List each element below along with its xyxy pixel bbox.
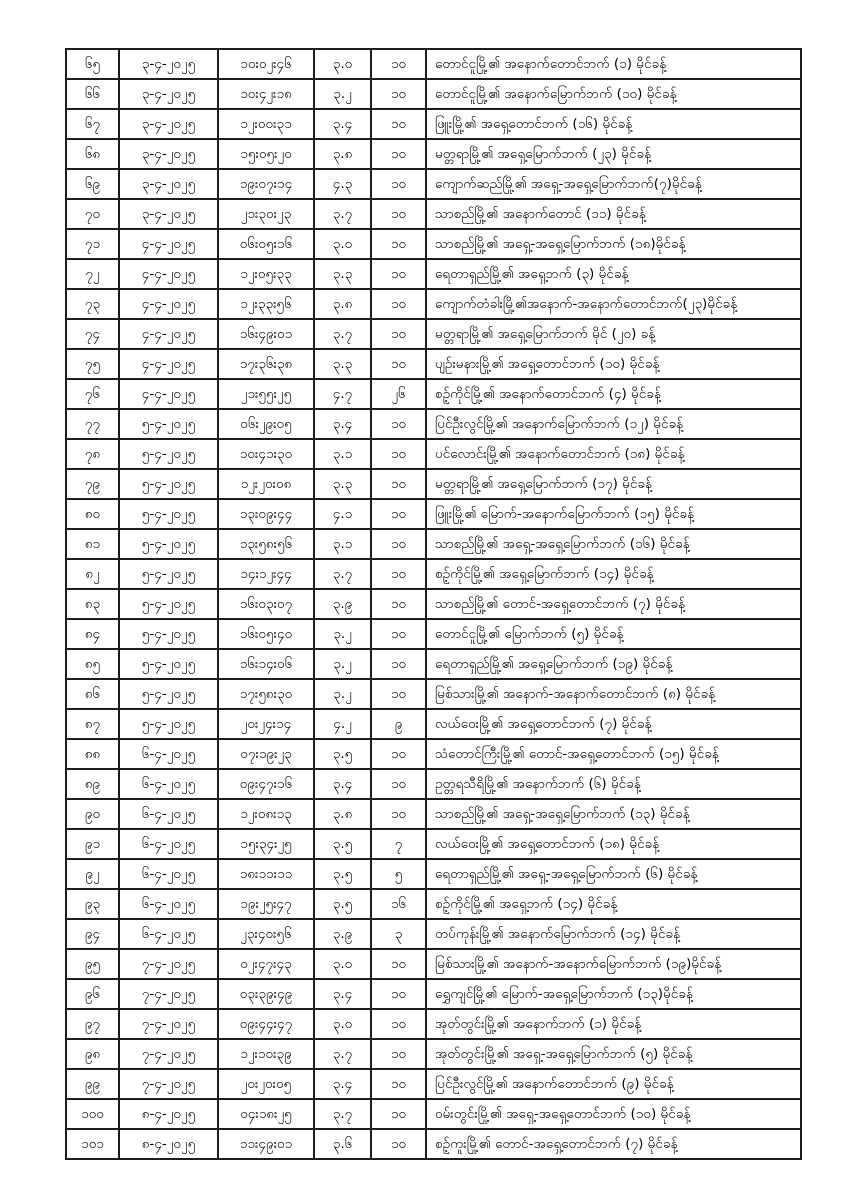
table-row <box>66 529 801 559</box>
cell-time: ၁၉း၀၇း၁၄ <box>218 169 314 199</box>
cell-no: ၈၅ <box>66 649 119 679</box>
table-row <box>66 949 801 979</box>
cell-time: ၁၅း၀၅း၂၀ <box>218 139 314 169</box>
cell-location: ရွှေကျင်မြို့၏ မြောက်-အရှေ့မြောက်ဘက် (၁၃)မိုင်ခန့် <box>426 979 801 1009</box>
cell-depth: ၁၀ <box>371 499 426 529</box>
cell-location: မြစ်သားမြို့၏ အနောက်-အနောက်မြောက်ဘက် (၁၉)မိုင်ခန့် <box>426 949 801 979</box>
cell-time: ၀၃း၃၉း၄၉ <box>218 979 314 1009</box>
cell-date: ၆-၄-၂၀၂၅ <box>119 799 218 829</box>
cell-depth: ၇ <box>371 829 426 859</box>
cell-location: ပျဉ်းမနားမြို့၏ အရှေ့တောင်ဘက် (၁၀) မိုင်ခန့် <box>426 349 801 379</box>
cell-no: ၉၁ <box>66 829 119 859</box>
cell-magnitude: ၃.၄ <box>314 1069 371 1099</box>
cell-time: ၁၀း၄၁း၃၀ <box>218 439 314 469</box>
cell-no: ၇၈ <box>66 439 119 469</box>
cell-depth: ၁၀ <box>371 1009 426 1039</box>
cell-date: ၃-၄-၂၀၂၅ <box>119 139 218 169</box>
cell-time: ၁၆း၀၃း၀၇ <box>218 589 314 619</box>
cell-location: စဉ့်ကိုင်မြို့၏ အရှေ့မြောက်ဘက် (၁၄) မိုင်ခန့် <box>426 559 801 589</box>
cell-time: ၀၉း၄၇း၁၆ <box>218 769 314 799</box>
cell-no: ၆၆ <box>66 79 119 109</box>
cell-depth: ၁၀ <box>371 1069 426 1099</box>
cell-no: ၈၉ <box>66 769 119 799</box>
cell-magnitude: ၃.၉ <box>314 919 371 949</box>
cell-magnitude: ၃.၁ <box>314 529 371 559</box>
cell-magnitude: ၃.၃ <box>314 469 371 499</box>
table-row <box>66 109 801 139</box>
cell-time: ၁၂း၀၀း၃၁ <box>218 109 314 139</box>
cell-depth: ၁၀ <box>371 259 426 289</box>
cell-depth: ၁၆ <box>371 889 426 919</box>
table-row <box>66 349 801 379</box>
table-row <box>66 1009 801 1039</box>
table-row <box>66 919 801 949</box>
cell-depth: ၁၀ <box>371 769 426 799</box>
cell-time: ၁၃း၀၉း၄၄ <box>218 499 314 529</box>
cell-no: ၉၅ <box>66 949 119 979</box>
cell-no: ၆၈ <box>66 139 119 169</box>
cell-time: ၁၄း၁၂း၄၄ <box>218 559 314 589</box>
cell-no: ၇၆ <box>66 379 119 409</box>
cell-time: ၁၈း၁၁း၁၁ <box>218 859 314 889</box>
cell-no: ၉၆ <box>66 979 119 1009</box>
cell-date: ၅-၄-၂၀၂၅ <box>119 559 218 589</box>
cell-date: ၈-၄-၂၀၂၅ <box>119 1099 218 1129</box>
table-row <box>66 469 801 499</box>
table-row <box>66 259 801 289</box>
cell-depth: ၁၀ <box>371 49 426 79</box>
cell-time: ၁၀း၀၂း၄၆ <box>218 49 314 79</box>
cell-magnitude: ၃.၂ <box>314 679 371 709</box>
cell-magnitude: ၃.၂ <box>314 649 371 679</box>
cell-magnitude: ၃.၄ <box>314 769 371 799</box>
cell-magnitude: ၃.၅ <box>314 739 371 769</box>
cell-date: ၆-၄-၂၀၂၅ <box>119 769 218 799</box>
cell-time: ၀၄း၁၈း၂၅ <box>218 1099 314 1129</box>
cell-depth: ၁၀ <box>371 109 426 139</box>
cell-time: ၁၆း၄၉း၀၁ <box>218 319 314 349</box>
table-row <box>66 769 801 799</box>
cell-location: လယ်ဝေးမြို့၏ အရှေ့တောင်ဘက် (၁၈) မိုင်ခန့် <box>426 829 801 859</box>
cell-time: ၂၁း၅၅း၂၅ <box>218 379 314 409</box>
cell-date: ၅-၄-၂၀၂၅ <box>119 709 218 739</box>
cell-no: ၈၂ <box>66 559 119 589</box>
cell-magnitude: ၃.၃ <box>314 259 371 289</box>
cell-location: သံတောင်ကြီးမြို့၏ တောင်-အရှေ့တောင်ဘက် (၁၅) မိုင်ခန့် <box>426 739 801 769</box>
cell-time: ၀၇း၁၉း၂၃ <box>218 739 314 769</box>
cell-location: တပ်ကုန်းမြို့၏ အနောက်မြောက်ဘက် (၁၄) မိုင်ခန့် <box>426 919 801 949</box>
cell-location: သာစည်မြို့၏ အရှေ့-အရှေ့မြောက်ဘက် (၁၈)မိုင်ခန့် <box>426 229 801 259</box>
cell-no: ၇၃ <box>66 289 119 319</box>
cell-magnitude: ၃.၆ <box>314 1129 371 1159</box>
cell-depth: ၁၀ <box>371 559 426 589</box>
table-row <box>66 199 801 229</box>
cell-magnitude: ၄.၇ <box>314 379 371 409</box>
cell-magnitude: ၃.၇ <box>314 1039 371 1069</box>
cell-depth: ၁၀ <box>371 1129 426 1159</box>
cell-location: စဉ့်ကိုင်မြို့၏ အနောက်တောင်ဘက် (၄) မိုင်ခန့် <box>426 379 801 409</box>
cell-time: ၁၂း၁၀း၃၉ <box>218 1039 314 1069</box>
cell-depth: ၁၀ <box>371 649 426 679</box>
cell-time: ၁၀း၄၂း၁၈ <box>218 79 314 109</box>
cell-no: ၇၂ <box>66 259 119 289</box>
cell-location: ရေတာရှည်မြို့၏ အရှေ့ဘက် (၃) မိုင်ခန့် <box>426 259 801 289</box>
cell-depth: ၁၀ <box>371 409 426 439</box>
table-row <box>66 799 801 829</box>
cell-no: ၁၀၀ <box>66 1099 119 1129</box>
cell-location: မြစ်သားမြို့၏ အနောက်-အနောက်တောင်ဘက် (၈) မိုင်ခန့် <box>426 679 801 709</box>
cell-time: ၂၀း၂၄း၁၄ <box>218 709 314 739</box>
cell-magnitude: ၃.၃ <box>314 349 371 379</box>
cell-depth: ၂၆ <box>371 379 426 409</box>
cell-time: ၁၂း၀၅း၃၃ <box>218 259 314 289</box>
cell-magnitude: ၃.၅ <box>314 829 371 859</box>
cell-location: ကျောက်တံခါးမြို့၏အနောက်-အနောက်တောင်ဘက်(၂၃)မိုင်ခန့် <box>426 289 801 319</box>
cell-no: ၉၂ <box>66 859 119 889</box>
cell-depth: ၁၀ <box>371 979 426 1009</box>
cell-depth: ၅ <box>371 859 426 889</box>
table-row <box>66 829 801 859</box>
cell-magnitude: ၄.၂ <box>314 709 371 739</box>
cell-location: မတ္တရာမြို့၏ အရှေ့မြောက်ဘက် (၂၃) မိုင်ခန့် <box>426 139 801 169</box>
cell-depth: ၁၀ <box>371 139 426 169</box>
table-row <box>66 709 801 739</box>
cell-time: ၁၁း၄၉း၀၁ <box>218 1129 314 1159</box>
cell-depth: ၁၀ <box>371 619 426 649</box>
cell-date: ၃-၄-၂၀၂၅ <box>119 199 218 229</box>
cell-location: တောင်ငူမြို့၏ အနောက်မြောက်ဘက် (၁၀) မိုင်ခန့် <box>426 79 801 109</box>
table-row <box>66 649 801 679</box>
cell-magnitude: ၃.၈ <box>314 139 371 169</box>
table-row <box>66 559 801 589</box>
cell-no: ၆၉ <box>66 169 119 199</box>
cell-no: ၇၀ <box>66 199 119 229</box>
cell-date: ၄-၄-၂၀၂၅ <box>119 259 218 289</box>
cell-no: ၇၁ <box>66 229 119 259</box>
table-row <box>66 379 801 409</box>
table-row <box>66 289 801 319</box>
cell-time: ၀၆း၀၅း၁၆ <box>218 229 314 259</box>
cell-date: ၅-၄-၂၀၂၅ <box>119 409 218 439</box>
cell-depth: ၁၀ <box>371 199 426 229</box>
cell-no: ၉၃ <box>66 889 119 919</box>
cell-date: ၃-၄-၂၀၂၅ <box>119 169 218 199</box>
cell-no: ၈၆ <box>66 679 119 709</box>
cell-depth: ၁၀ <box>371 799 426 829</box>
cell-depth: ၁၀ <box>371 349 426 379</box>
cell-time: ၀၉း၄၄း၄၇ <box>218 1009 314 1039</box>
cell-date: ၆-၄-၂၀၂၅ <box>119 889 218 919</box>
cell-depth: ၁၀ <box>371 79 426 109</box>
cell-time: ၂၁း၃၀း၂၃ <box>218 199 314 229</box>
table-row <box>66 1039 801 1069</box>
cell-time: ၁၇း၅၈း၃၀ <box>218 679 314 709</box>
cell-location: အုတ်တွင်းမြို့၏ အရှေ့-အရှေ့မြောက်ဘက် (၅) မိုင်ခန့် <box>426 1039 801 1069</box>
cell-date: ၅-၄-၂၀၂၅ <box>119 619 218 649</box>
cell-date: ၄-၄-၂၀၂၅ <box>119 349 218 379</box>
cell-magnitude: ၃.၁ <box>314 439 371 469</box>
cell-no: ၉၇ <box>66 1009 119 1039</box>
cell-no: ၈၈ <box>66 739 119 769</box>
cell-location: ပြင်ဦးလွင်မြို့၏ အနောက်တောင်ဘက် (၉) မိုင်ခန့် <box>426 1069 801 1099</box>
cell-depth: ၁၀ <box>371 229 426 259</box>
cell-magnitude: ၃.၇ <box>314 319 371 349</box>
cell-location: ဖြူးမြို့၏ မြောက်-အနောက်မြောက်ဘက် (၁၅) မိုင်ခန့် <box>426 499 801 529</box>
cell-location: ဥတ္တရသီရိမြို့၏ အနောက်ဘက် (၆) မိုင်ခန့် <box>426 769 801 799</box>
cell-depth: ၁၀ <box>371 1099 426 1129</box>
cell-time: ၁၇း၃၆း၃၈ <box>218 349 314 379</box>
cell-location: ပြင်ဦးလွင်မြို့၏ အနောက်မြောက်ဘက် (၁၂) မိုင်ခန့် <box>426 409 801 439</box>
cell-location: သာစည်မြို့၏ အနောက်တောင် (၁၁) မိုင်ခန့် <box>426 199 801 229</box>
cell-no: ၇၄ <box>66 319 119 349</box>
cell-location: သာစည်မြို့၏ အရှေ့-အရှေ့မြောက်ဘက် (၁၆) မိုင်ခန့် <box>426 529 801 559</box>
cell-date: ၅-၄-၂၀၂၅ <box>119 439 218 469</box>
cell-date: ၅-၄-၂၀၂၅ <box>119 469 218 499</box>
cell-depth: ၁၀ <box>371 169 426 199</box>
cell-magnitude: ၃.၉ <box>314 589 371 619</box>
cell-magnitude: ၄.၁ <box>314 499 371 529</box>
cell-magnitude: ၃.၅ <box>314 889 371 919</box>
table-row <box>66 979 801 1009</box>
table-row <box>66 319 801 349</box>
cell-location: တောင်ငူမြို့၏ မြောက်ဘက် (၅) မိုင်ခန့် <box>426 619 801 649</box>
cell-date: ၄-၄-၂၀၂၅ <box>119 319 218 349</box>
cell-location: ဖြူးမြို့၏ အရှေ့တောင်ဘက် (၁၆) မိုင်ခန့် <box>426 109 801 139</box>
cell-time: ၂၀း၂၀း၀၅ <box>218 1069 314 1099</box>
cell-location: လယ်ဝေးမြို့၏ အရှေ့တောင်ဘက် (၇) မိုင်ခန့် <box>426 709 801 739</box>
cell-no: ၉၈ <box>66 1039 119 1069</box>
cell-location: မတ္တရာမြို့၏ အရှေ့မြောက်ဘက် (၁၇) မိုင်ခန့် <box>426 469 801 499</box>
cell-no: ၉၄ <box>66 919 119 949</box>
cell-no: ၇၅ <box>66 349 119 379</box>
cell-time: ၁၂း၂၀း၀၈ <box>218 469 314 499</box>
cell-time: ၁၆း၀၅း၄၀ <box>218 619 314 649</box>
cell-date: ၄-၄-၂၀၂၅ <box>119 289 218 319</box>
cell-time: ၁၂း၃၃း၅၆ <box>218 289 314 319</box>
cell-date: ၃-၄-၂၀၂၅ <box>119 109 218 139</box>
cell-magnitude: ၃.၈ <box>314 799 371 829</box>
cell-depth: ၁၀ <box>371 949 426 979</box>
cell-no: ၉၀ <box>66 799 119 829</box>
cell-magnitude: ၄.၃ <box>314 169 371 199</box>
cell-magnitude: ၃.၅ <box>314 859 371 889</box>
cell-date: ၇-၄-၂၀၂၅ <box>119 1009 218 1039</box>
cell-date: ၅-၄-၂၀၂၅ <box>119 589 218 619</box>
cell-depth: ၁၀ <box>371 1039 426 1069</box>
cell-depth: ၁၀ <box>371 469 426 499</box>
cell-depth: ၁၀ <box>371 589 426 619</box>
cell-no: ၈၃ <box>66 589 119 619</box>
cell-location: အုတ်တွင်းမြို့၏ အနောက်ဘက် (၁) မိုင်ခန့် <box>426 1009 801 1039</box>
cell-magnitude: ၃.၇ <box>314 199 371 229</box>
cell-depth: ၁၀ <box>371 529 426 559</box>
cell-magnitude: ၃.၈ <box>314 289 371 319</box>
cell-time: ၀၆း၂၉း၀၅ <box>218 409 314 439</box>
cell-location: သာစည်မြို့၏ တောင်-အရှေ့တောင်ဘက် (၇) မိုင်ခန့် <box>426 589 801 619</box>
earthquake-table <box>65 48 802 1160</box>
cell-time: ၁၉း၂၅း၄၇ <box>218 889 314 919</box>
table-row <box>66 739 801 769</box>
cell-depth: ၁၀ <box>371 679 426 709</box>
cell-date: ၇-၄-၂၀၂၅ <box>119 949 218 979</box>
cell-magnitude: ၃.၀ <box>314 49 371 79</box>
cell-time: ၁၂း၀၈း၁၃ <box>218 799 314 829</box>
cell-location: မတ္တရာမြို့၏ အရှေ့မြောက်ဘက် မိုင် (၂၀) ခန့် <box>426 319 801 349</box>
cell-depth: ၉ <box>371 709 426 739</box>
cell-depth: ၁၀ <box>371 319 426 349</box>
cell-date: ၆-၄-၂၀၂၅ <box>119 859 218 889</box>
table-row <box>66 619 801 649</box>
cell-date: ၆-၄-၂၀၂၅ <box>119 739 218 769</box>
cell-magnitude: ၃.၀ <box>314 949 371 979</box>
cell-location: စဉ့်ကူးမြို့၏ တောင်-အရှေ့တောင်ဘက် (၇) မိုင်ခန့် <box>426 1129 801 1159</box>
cell-location: ပင်လောင်းမြို့၏ အနောက်တောင်ဘက် (၁၈) မိုင်ခန့် <box>426 439 801 469</box>
table-row <box>66 889 801 919</box>
earthquake-table-body <box>66 49 801 1159</box>
cell-depth: ၁၀ <box>371 439 426 469</box>
cell-magnitude: ၃.၂ <box>314 619 371 649</box>
table-row <box>66 1129 801 1159</box>
cell-date: ၆-၄-၂၀၂၅ <box>119 919 218 949</box>
cell-depth: ၁၀ <box>371 739 426 769</box>
cell-no: ၆၅ <box>66 49 119 79</box>
cell-no: ၈၁ <box>66 529 119 559</box>
cell-time: ၂၃း၄၀း၅၆ <box>218 919 314 949</box>
cell-location: စဉ့်ကိုင်မြို့၏ အရှေ့ဘက် (၁၄) မိုင်ခန့် <box>426 889 801 919</box>
table-row <box>66 49 801 79</box>
cell-time: ၁၆း၁၄း၀၆ <box>218 649 314 679</box>
cell-no: ၁၀၁ <box>66 1129 119 1159</box>
cell-depth: ၁၀ <box>371 289 426 319</box>
cell-date: ၅-၄-၂၀၂၅ <box>119 649 218 679</box>
cell-magnitude: ၃.၇ <box>314 1099 371 1129</box>
cell-no: ၈၀ <box>66 499 119 529</box>
cell-depth: ၃ <box>371 919 426 949</box>
cell-date: ၄-၄-၂၀၂၅ <box>119 379 218 409</box>
cell-magnitude: ၃.၂ <box>314 79 371 109</box>
cell-no: ၉၉ <box>66 1069 119 1099</box>
cell-magnitude: ၃.၀ <box>314 1009 371 1039</box>
table-row <box>66 439 801 469</box>
cell-date: ၇-၄-၂၀၂၅ <box>119 1039 218 1069</box>
cell-date: ၅-၄-၂၀၂၅ <box>119 679 218 709</box>
cell-location: ဝမ်းတွင်းမြို့၏ အရှေ့-အရှေ့တောင်ဘက် (၁၀) မိုင်ခန့် <box>426 1099 801 1129</box>
cell-magnitude: ၃.၄ <box>314 979 371 1009</box>
cell-no: ၇၉ <box>66 469 119 499</box>
cell-date: ၅-၄-၂၀၂၅ <box>119 499 218 529</box>
cell-date: ၇-၄-၂၀၂၅ <box>119 1069 218 1099</box>
table-row <box>66 139 801 169</box>
cell-date: ၅-၄-၂၀၂၅ <box>119 529 218 559</box>
cell-location: သာစည်မြို့၏ အရှေ့-အရှေ့မြောက်ဘက် (၁၃) မိုင်ခန့် <box>426 799 801 829</box>
cell-location: တောင်ငူမြို့၏ အနောက်တောင်ဘက် (၁) မိုင်ခန့် <box>426 49 801 79</box>
cell-location: ရေတာရှည်မြို့၏ အရှေ့မြောက်ဘက် (၁၉) မိုင်ခန့် <box>426 649 801 679</box>
cell-no: ၈၄ <box>66 619 119 649</box>
cell-time: ၀၂း၄၇း၄၃ <box>218 949 314 979</box>
cell-magnitude: ၃.၄ <box>314 109 371 139</box>
cell-magnitude: ၃.၇ <box>314 559 371 589</box>
cell-date: ၈-၄-၂၀၂၅ <box>119 1129 218 1159</box>
table-row <box>66 409 801 439</box>
cell-date: ၃-၄-၂၀၂၅ <box>119 49 218 79</box>
cell-time: ၁၃း၅၈း၅၆ <box>218 529 314 559</box>
cell-no: ၆၇ <box>66 109 119 139</box>
table-row <box>66 169 801 199</box>
cell-date: ၇-၄-၂၀၂၅ <box>119 979 218 1009</box>
table-row <box>66 499 801 529</box>
cell-location: ရေတာရှည်မြို့၏ အရှေ့-အရှေ့မြောက်ဘက် (၆) မိုင်ခန့် <box>426 859 801 889</box>
table-row <box>66 229 801 259</box>
table-row <box>66 1069 801 1099</box>
cell-date: ၃-၄-၂၀၂၅ <box>119 79 218 109</box>
cell-magnitude: ၃.၀ <box>314 229 371 259</box>
table-row <box>66 679 801 709</box>
cell-location: ကျောက်ဆည်မြို့၏ အရှေ့-အရှေ့မြောက်ဘက်(၇)မိုင်ခန့် <box>426 169 801 199</box>
cell-no: ၈၇ <box>66 709 119 739</box>
table-row <box>66 859 801 889</box>
table-row <box>66 1099 801 1129</box>
cell-no: ၇၇ <box>66 409 119 439</box>
cell-time: ၁၅း၃၄း၂၅ <box>218 829 314 859</box>
table-row <box>66 589 801 619</box>
cell-magnitude: ၃.၄ <box>314 409 371 439</box>
table-row <box>66 79 801 109</box>
cell-date: ၄-၄-၂၀၂၅ <box>119 229 218 259</box>
cell-date: ၆-၄-၂၀၂၅ <box>119 829 218 859</box>
